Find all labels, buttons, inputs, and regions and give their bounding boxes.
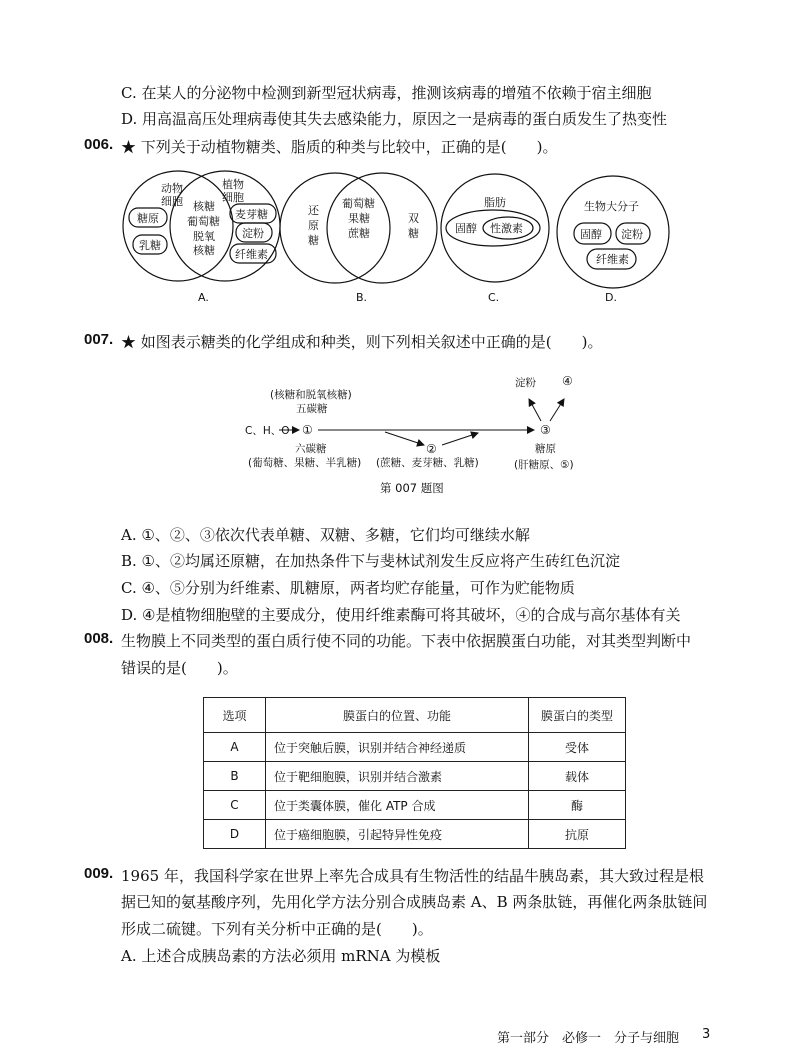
- diagram-label: 五碳糖: [296, 403, 328, 415]
- venn-a-label: 葡萄糖: [187, 215, 220, 228]
- option-a: A. 上述合成胰岛素的方法必须用 mRNA 为模板: [121, 947, 441, 965]
- table-row: [204, 791, 626, 820]
- question-number: 006.: [84, 136, 114, 153]
- table-cell: B: [204, 762, 266, 791]
- venn-a-label: 糖原: [137, 212, 159, 225]
- option-c-text: C. 在某人的分泌物中检测到新型冠状病毒，推测该病毒的增殖不依赖于宿主细胞: [121, 84, 652, 102]
- venn-b-label: 果糖: [348, 212, 370, 225]
- option-a: A. ①、②、③依次代表单糖、双糖、多糖，它们均可继续水解: [121, 526, 530, 544]
- venn-a-label: 植物: [222, 178, 244, 191]
- venn-d-label: 淀粉: [621, 228, 643, 241]
- table-cell: 酶: [529, 791, 626, 820]
- table-cell: 抗原: [529, 820, 626, 849]
- venn-a-label: 核糖: [193, 244, 215, 257]
- venn-d-caption: D.: [605, 291, 617, 304]
- option-b: B. ①、②均属还原糖，在加热条件下与斐林试剂发生反应将产生砖红色沉淀: [121, 552, 621, 570]
- venn-b-label: 原: [308, 219, 319, 232]
- table-cell: 位于靶细胞膜，识别并结合激素: [266, 762, 529, 791]
- table-cell: 受体: [529, 733, 626, 762]
- page-number: 3: [702, 1027, 711, 1042]
- question-stem: 形成二硫键。下列有关分析中正确的是( )。: [121, 920, 433, 938]
- diagram-label: (肝糖原、⑤): [514, 459, 574, 471]
- option-d: D. ④是植物细胞壁的主要成分，使用纤维素酶可将其破坏，④的合成与高尔基体有关: [121, 606, 681, 624]
- venn-b-label: 双: [408, 212, 419, 225]
- venn-c-label: 固醇: [455, 222, 477, 235]
- question-stem: ★ 下列关于动植物糖类、脂质的种类与比较中，正确的是( )。: [121, 138, 558, 156]
- venn-a-label: 脱氧: [193, 230, 215, 243]
- question-stem: 生物膜上不同类型的蛋白质行使不同的功能。下表中依据膜蛋白功能，对其类型判断中: [121, 632, 692, 650]
- question-number: 007.: [84, 331, 114, 348]
- table-header: 膜蛋白的位置、功能: [266, 698, 529, 733]
- venn-c-label: 性激素: [490, 222, 523, 235]
- diagram-label: (核糖和脱氧核糖): [270, 389, 352, 401]
- arrow: [385, 432, 424, 445]
- venn-a-label: 动物: [161, 182, 183, 195]
- question-stem: 错误的是( )。: [121, 659, 238, 677]
- diagram-label: (葡萄糖、果糖、半乳糖): [248, 457, 362, 469]
- table-row: [204, 820, 626, 849]
- venn-b-label: 糖: [408, 227, 419, 240]
- venn-b-circle: [327, 173, 437, 283]
- diagram-label: (蔗糖、麦芽糖、乳糖): [376, 457, 479, 469]
- diagram-label: 淀粉: [515, 377, 536, 389]
- table-header: 膜蛋白的类型: [529, 698, 626, 733]
- question-stem: 1965 年，我国科学家在世界上率先合成具有生物活性的结晶牛胰岛素，其大致过程是根: [121, 867, 704, 885]
- venn-b-circle: [280, 173, 390, 283]
- diagram-node: ③: [540, 423, 551, 437]
- venn-a-label: 麦芽糖: [235, 208, 268, 221]
- diagram-node: ④: [562, 374, 573, 388]
- venn-c-label: 脂肪: [484, 196, 506, 209]
- table-row: [204, 762, 626, 791]
- venn-a-label: 核糖: [193, 200, 215, 213]
- venn-b-label: 糖: [308, 234, 319, 247]
- table-row: [204, 733, 626, 762]
- venn-d-label: 固醇: [580, 228, 602, 241]
- arrow: [529, 399, 541, 421]
- question-stem: ★ 如图表示糖类的化学组成和种类，则下列相关叙述中正确的是( )。: [121, 333, 603, 351]
- venn-a-label: 纤维素: [235, 248, 268, 261]
- venn-b-caption: B.: [356, 291, 368, 304]
- table-cell: D: [204, 820, 266, 849]
- venn-c-caption: C.: [488, 291, 500, 304]
- table-cell: 位于类囊体膜，催化 ATP 合成: [266, 791, 529, 820]
- diagram-label: 六碳糖: [295, 443, 327, 455]
- venn-b-label: 还: [308, 204, 319, 217]
- table-cell: 位于癌细胞膜，引起特异性免疫: [266, 820, 529, 849]
- venn-d-label: 纤维素: [596, 253, 629, 266]
- venn-a-label: 细胞: [161, 195, 183, 208]
- sugar-flow-diagram: [0, 368, 790, 500]
- venn-diagrams: [0, 165, 790, 310]
- arrow: [442, 433, 478, 445]
- table-cell: 载体: [529, 762, 626, 791]
- arrow: [550, 399, 564, 421]
- membrane-protein-table: [203, 697, 626, 849]
- table-header: 选项: [204, 698, 266, 733]
- footer-section-title: 第一部分 必修一 分子与细胞: [497, 1031, 680, 1046]
- question-number: 008.: [84, 630, 114, 647]
- table-cell: 位于突触后膜，识别并结合神经递质: [266, 733, 529, 762]
- table-header-row: [204, 698, 626, 733]
- diagram-caption: 第 007 题图: [380, 481, 444, 495]
- option-c: C. ④、⑤分别为纤维素、肌糖原，两者均贮存能量，可作为贮能物质: [121, 579, 575, 597]
- venn-a-label: 细胞: [222, 191, 244, 204]
- table-cell: C: [204, 791, 266, 820]
- diagram-node: ①: [302, 423, 313, 437]
- venn-a-caption: A.: [198, 291, 209, 304]
- option-d-text: D. 用高温高压处理病毒使其失去感染能力，原因之一是病毒的蛋白质发生了热变性: [121, 110, 668, 128]
- diagram-label: C、H、O: [245, 425, 290, 437]
- table-cell: A: [204, 733, 266, 762]
- venn-a-label: 淀粉: [242, 227, 264, 240]
- question-stem: 据已知的氨基酸序列，先用化学方法分别合成胰岛素 A、B 两条肽链，再催化两条肽链间: [121, 893, 708, 911]
- venn-b-label: 蔗糖: [348, 227, 370, 240]
- venn-b-label: 葡萄糖: [342, 197, 375, 210]
- diagram-node: ②: [426, 442, 437, 456]
- question-number: 009.: [84, 865, 114, 882]
- venn-d-label: 生物大分子: [584, 200, 639, 213]
- diagram-label: 糖原: [535, 443, 556, 455]
- venn-a-label: 乳糖: [139, 239, 161, 252]
